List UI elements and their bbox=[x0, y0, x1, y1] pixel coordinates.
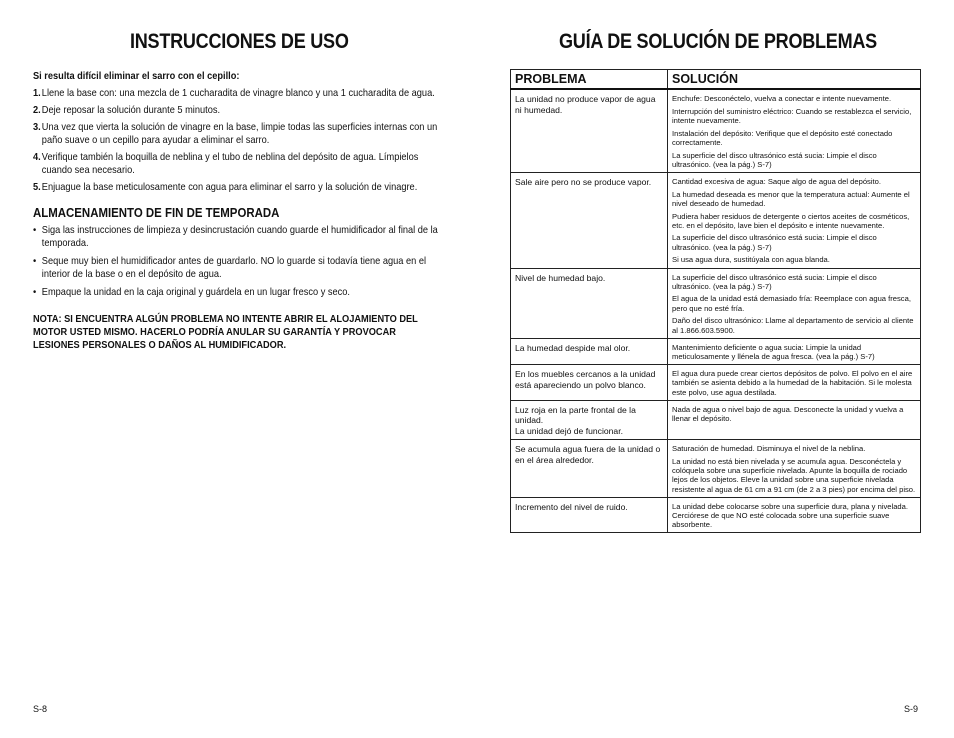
table-header-row bbox=[511, 70, 921, 90]
left-page-title: INSTRUCCIONES DE USO bbox=[130, 30, 349, 53]
left-page bbox=[33, 30, 443, 352]
table-row bbox=[511, 365, 921, 401]
problem-cell bbox=[511, 497, 668, 533]
problem-cell bbox=[511, 268, 668, 338]
troubleshooting-rows bbox=[511, 89, 921, 533]
table-row bbox=[511, 268, 921, 338]
solution-text: Si usa agua dura, sustitúyala con agua blanda. bbox=[672, 255, 830, 265]
right-page bbox=[510, 30, 921, 533]
right-page-number: S-9 bbox=[904, 704, 919, 714]
left-page-number: S-8 bbox=[33, 704, 48, 714]
solution-text: La superficie del disco ultrasónico está sucia: Limpie el disco ultrasónico. (vea la pág.) S-7) bbox=[672, 150, 877, 169]
solution-text: Saturación de humedad. Disminuya el nivel de la neblina. bbox=[672, 444, 866, 454]
problem-text: En los muebles cercanos a la unidad está apareciendo un polvo blanco. bbox=[515, 369, 656, 390]
problem-cell bbox=[511, 172, 668, 268]
table-row bbox=[511, 440, 921, 498]
solution-text: Mantenimiento deficiente o agua sucia: Limpie la unidad meticulosamente y llénela de agua fresca. (vea la pág.) S-7) bbox=[672, 342, 875, 361]
instructions-body bbox=[33, 70, 441, 194]
table-row bbox=[511, 400, 921, 440]
storage-bullets bbox=[33, 224, 441, 299]
problem-text: Sale aire pero no se produce vapor. bbox=[515, 176, 652, 187]
solution-cell bbox=[668, 268, 921, 338]
problem-column-header: PROBLEMA bbox=[511, 70, 668, 90]
solution-text: Instalación del depósito: Verifique que el depósito esté conectado correctamente. bbox=[672, 128, 893, 147]
step-item: 2. Deje reposar la solución durante 5 minutos. bbox=[33, 104, 221, 116]
solution-cell bbox=[668, 365, 921, 401]
table-row bbox=[511, 89, 921, 172]
problem-text: La humedad despide mal olor. bbox=[515, 342, 631, 353]
step-item: 5. Enjuague la base meticulosamente con agua para eliminar el sarro y la solución de vinagre. bbox=[33, 181, 418, 193]
problem-cell bbox=[511, 338, 668, 364]
solution-cell bbox=[668, 497, 921, 533]
troubleshooting-table bbox=[510, 69, 921, 533]
solution-text: Nada de agua o nivel bajo de agua. Desconecte la unidad y vuelva a llenar el depósito. bbox=[672, 404, 904, 423]
bullet-item: • Siga las instrucciones de limpieza y desincrustación cuando guarde el humidificador al final de la temporada. bbox=[33, 224, 438, 249]
solution-text: Enchufe: Desconéctelo, vuelva a conectar e intente nuevamente. bbox=[672, 94, 892, 103]
solution-text: Daño del disco ultrasónico: Llame al departamento de servicio al cliente al 1.866.603.5900. bbox=[672, 316, 914, 335]
solution-cell bbox=[668, 172, 921, 268]
solution-text: El agua dura puede crear ciertos depósitos de polvo. El polvo en el aire también se asienta debido a la humedad de la habitación. Si le molesta este polvo, use agua destilada. bbox=[672, 369, 913, 397]
solution-text: La unidad debe colocarse sobre una superficie dura, plana y nivelada. Cerciórese de que NO esté colocada sobre una superficie suave absorbente. bbox=[672, 501, 908, 530]
step-item: 1. Llene la base con: una mezcla de 1 cucharadita de vinagre blanco y una 1 cucharadita de agua. bbox=[33, 87, 435, 99]
descaling-intro: Si resulta difícil eliminar el sarro con el cepillo: bbox=[33, 70, 240, 82]
solution-text: La superficie del disco ultrasónico está sucia: Limpie el disco ultrasónico. (vea la pág.) S-7) bbox=[672, 272, 877, 291]
right-page-title: GUÍA DE SOLUCIÓN DE PROBLEMAS bbox=[559, 30, 877, 53]
solution-column-header: SOLUCIÓN bbox=[668, 70, 921, 90]
problem-text: La unidad no produce vapor de agua ni humedad. bbox=[515, 94, 656, 115]
solution-cell bbox=[668, 89, 921, 172]
solution-cell bbox=[668, 338, 921, 364]
bullet-item: • Seque muy bien el humidificador antes de guardarlo. NO lo guarde si todavía tiene agua en el interior de la base o en el depósito de agua. bbox=[33, 255, 427, 280]
solution-cell bbox=[668, 400, 921, 440]
solution-text: El agua de la unidad está demasiado fría: Reemplace con agua fresca, pero que no esté fría. bbox=[672, 294, 911, 313]
problem-cell bbox=[511, 400, 668, 440]
descaling-steps bbox=[33, 87, 441, 194]
solution-text: La humedad deseada es menor que la temperatura actual: Aumente el nivel deseado de humedad. bbox=[672, 189, 910, 208]
problem-cell bbox=[511, 89, 668, 172]
problem-text: Se acumula agua fuera de la unidad o en el área alrededor. bbox=[515, 444, 661, 465]
table-row bbox=[511, 172, 921, 268]
problem-text: Incremento del nivel de ruido. bbox=[515, 501, 628, 512]
problem-cell bbox=[511, 440, 668, 498]
table-row bbox=[511, 497, 921, 533]
warning-note: NOTA: SI ENCUENTRA ALGÚN PROBLEMA NO INTENTE ABRIR EL ALOJAMIENTO DEL MOTOR USTED MISMO. HACERLO PODRÍA ANULAR SU GARANTÍA Y PROVOCAR LESIONES PERSONALES O DAÑOS AL HUMIDIFICADOR. bbox=[33, 313, 418, 351]
solution-cell bbox=[668, 440, 921, 498]
problem-cell bbox=[511, 365, 668, 401]
problem-text: Nivel de humedad bajo. bbox=[515, 272, 606, 283]
bullet-item: • Empaque la unidad en la caja original y guárdela en un lugar fresco y seco. bbox=[33, 286, 351, 298]
step-item: 3. Una vez que vierta la solución de vinagre en la base, limpie todas las superficies internas con un paño suave o un cepillo para ayudar a eliminar el sarro. bbox=[33, 121, 438, 146]
table-row bbox=[511, 338, 921, 364]
solution-text: La unidad no está bien nivelada y se acumula agua. Desconéctela y colóquela sobre una superficie nivelada. Apunte la boquilla de rociado lejos de los objetos. Eleve la unidad sobre una superficie nivelada resistente al agua de 61 cm a 91 cm (de 2 a 3 pies) por encima del piso. bbox=[672, 456, 916, 494]
step-item: 4. Verifique también la boquilla de neblina y el tubo de neblina del depósito de agua. Límpielos cuando sea necesario. bbox=[33, 151, 419, 176]
problem-text: Luz roja en la parte frontal de la unidad. bbox=[515, 404, 636, 426]
solution-text: Pudiera haber residuos de detergente o ciertos aceites de cosméticos, etc. en el depósito, lave bien el depósito e intente nuevamente. bbox=[672, 211, 910, 230]
solution-text: Interrupción del suministro eléctrico: Cuando se restablezca el servicio, intente nuevamente. bbox=[672, 106, 912, 125]
problem-text: La unidad dejó de funcionar. bbox=[515, 425, 623, 436]
storage-body bbox=[33, 224, 441, 352]
solution-text: La superficie del disco ultrasónico está sucia: Limpie el disco ultrasónico. (vea la pág.) S-7) bbox=[672, 233, 877, 252]
solution-text: Cantidad excesiva de agua: Saque algo de agua del depósito. bbox=[672, 176, 881, 186]
season-storage-heading: ALMACENAMIENTO DE FIN DE TEMPORADA bbox=[33, 205, 280, 220]
